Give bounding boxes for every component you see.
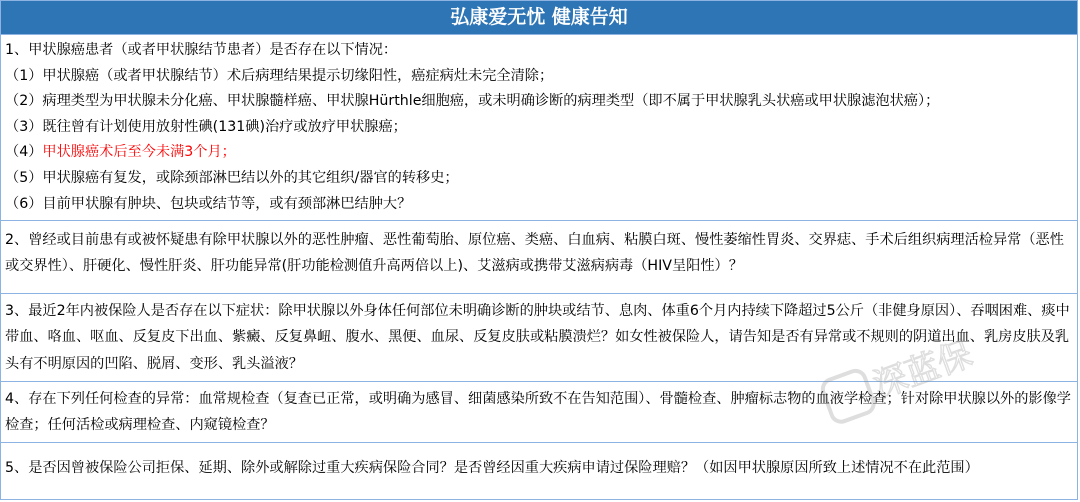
section-1-item-3: （3）既往曾有计划使用放射性碘(131碘)治疗或放疗甲状腺癌； <box>5 118 407 135</box>
section-4-text: 4、存在下列任何检查的异常：血常规检查（复查已正常，或明确为感冒、细菌感染所致不在告知范围）、骨髓检查、肿瘤标志物的血液学检查；针对除甲状腺以外的影像学检查；任何活检或病理检查、内窥镜检查？ <box>5 391 1071 434</box>
item-4-prefix: （4） <box>5 144 43 161</box>
section-5 <box>1 442 1077 498</box>
section-3-text: 3、最近2年内被保险人是否存在以下症状：除甲状腺以外身体任何部位未明确诊断的肿块或结节、息肉、体重6个月内持续下降超过5公斤（非健身原因）、吞咽困难、痰中带血、咯血、呕血、反复皮下出血、紫癜、反复鼻衄、腹水、黑便、血尿、反复皮肤或粘膜溃烂？如女性被保险人，请告知是否有异常或不规则的阴道出血、乳房皮肤及乳头有不明原因的凹陷、脱屑、变形、乳头溢液？ <box>5 303 1070 372</box>
item-4-highlight: 甲状腺癌术后至今未满3个月； <box>42 144 236 161</box>
watermark-text: 深蓝保 <box>868 333 978 407</box>
section-2 <box>1 220 1077 293</box>
document-title: 弘康爱无忧 健康告知 <box>1 1 1077 34</box>
section-1-item-4 <box>1 140 1077 166</box>
section-1-item-5: （5）甲状腺癌有复发，或除颈部淋巴结以外的其它组织/器官的转移史； <box>5 169 459 186</box>
section-1 <box>1 34 1077 220</box>
section-3 <box>1 293 1077 381</box>
section-5-text: 5、是否因曾被保险公司拒保、延期、除外或解除过重大疾病保险合同？是否曾经因重大疾病申请过保险理赔？（如因甲状腺原因所致上述情况不在此范围） <box>5 460 979 476</box>
section-1-item-6: （6）目前甲状腺有肿块、包块或结节等，或有颈部淋巴结肿大？ <box>5 195 412 212</box>
section-4 <box>1 381 1077 442</box>
section-1-intro: 1、甲状腺癌患者（或者甲状腺结节患者）是否存在以下情况： <box>5 42 398 58</box>
section-1-item-1: （1）甲状腺癌（或者甲状腺结节）术后病理结果提示切缘阳性，癌症病灶未完全清除； <box>5 67 554 84</box>
section-2-text: 2、曾经或目前患有或被怀疑患有除甲状腺以外的恶性肿瘤、恶性葡萄胎、原位癌、类癌、白血病、粘膜白斑、慢性萎缩性胃炎、交界痣、手术后组织病理活检异常（恶性或交界性）、肝硬化、慢性肝炎、肝功能异常(肝功能检测值升高两倍以上)、艾滋病或携带艾滋病病毒（HIV呈阳性）？ <box>5 232 1064 275</box>
section-1-item-2: （2）病理类型为甲状腺未分化癌、甲状腺髓样癌、甲状腺Hürthle细胞癌，或未明确诊断的病理类型（即不属于甲状腺乳头状癌或甲状腺滤泡状癌）； <box>5 93 940 110</box>
